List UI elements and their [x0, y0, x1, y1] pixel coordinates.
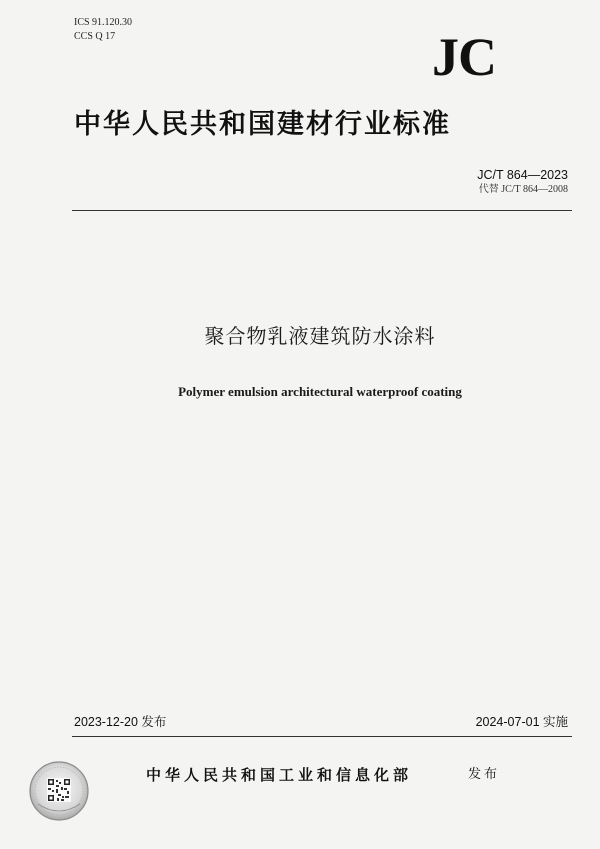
- jc-logo: JC: [432, 27, 496, 87]
- qr-code-icon: [47, 778, 71, 802]
- ccs-code: CCS Q 17: [74, 31, 116, 42]
- publisher-name: 中华人民共和国工业和信息化部: [146, 766, 413, 784]
- classification-codes: [74, 16, 132, 44]
- publish-label: 发布: [468, 767, 501, 782]
- document-title-chinese: 聚合物乳液建筑防水涂料: [204, 324, 436, 348]
- anti-counterfeit-seal-icon: [28, 760, 90, 822]
- implementation-date: 2024-07-01 实施: [475, 715, 568, 729]
- top-divider: [72, 210, 572, 211]
- ics-code: ICS 91.120.30: [74, 17, 133, 28]
- document-title-english: Polymer emulsion architectural waterproof coating: [178, 384, 462, 399]
- standard-category-title: 中华人民共和国建材行业标准: [74, 109, 451, 140]
- issue-date: 2023-12-20 发布: [74, 715, 167, 729]
- replaces-standard: 代替 JC/T 864—2008: [478, 184, 568, 195]
- standard-number-block: [477, 167, 568, 196]
- bottom-divider: [72, 736, 572, 737]
- standard-number: JC/T 864—2023: [477, 168, 568, 182]
